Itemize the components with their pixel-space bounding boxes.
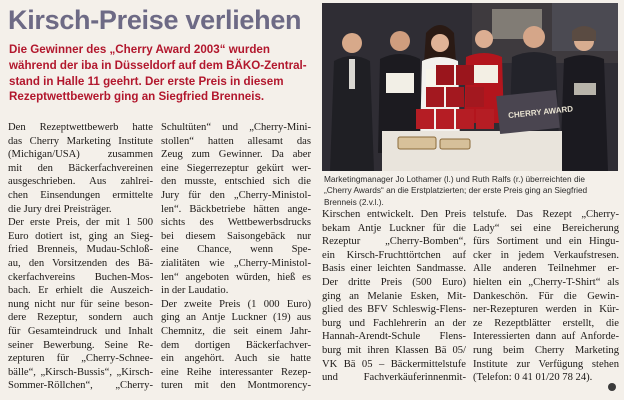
caption-line: Marketingmanager Jo Lothamer (l.) und Ruth Ralfs (r.) überreichten die (324, 174, 586, 184)
text-line: Interessierten dann auf Anforde- (473, 331, 619, 343)
lead-line: Die Gewinner des „Cherry Award 2003“ wurden (9, 43, 270, 56)
text-line: nung nicht nur für seine beson- (8, 298, 153, 310)
text-line: len“. Bäckbetriebe hätten ange- (161, 203, 311, 215)
caption-line: „Cherry Awards“ an die Erstplatzierten; der erste Preis ging an Siegfried (324, 185, 588, 196)
text-line: in der Laudatio. (161, 285, 229, 297)
text-line: turen mit den Montmorency- (161, 380, 311, 392)
text-line: eine Chance, wenn Spe- (161, 244, 311, 256)
text-line: ner-Rezepturen werden in Kür- (473, 304, 619, 316)
lead-paragraph (9, 42, 314, 105)
award-photo-illustration (322, 3, 618, 171)
text-line: au, den Vorsitzenden des Bä- (8, 257, 153, 269)
text-line: Den Rezeptwettbewerb hatte (8, 122, 153, 133)
text-line: Alle anderen Teilnehmer er- (473, 263, 619, 275)
text-line: bei diesem Saisongebäck nur (161, 230, 311, 242)
award-photo (322, 3, 618, 171)
text-line: Chemnitz, die seit einem Jahr- (161, 325, 311, 337)
text-line: stollen“ hatten allesamt das (161, 135, 311, 147)
text-line: telstufe. Das Rezept „Cherry- (473, 209, 619, 220)
text-line: Zeug zum Gewinner. Da aber (161, 149, 311, 161)
text-line: Der zweite Preis (1 000 Euro) (161, 298, 311, 310)
text-line: ze Rezeptblätter erstellt, die (473, 317, 619, 329)
text-line: ckerfachvereins Buchen-Mos- (8, 271, 153, 283)
text-line: sichts des Wettbewerbsdrucks (161, 217, 311, 229)
text-line: zepturen für „Cherry-Schnee- (8, 353, 153, 365)
text-line: Jury für den „Cherry-Ministol- (161, 189, 311, 201)
text-line: Der dritte Preis (500 Euro) (322, 276, 466, 288)
caption-line: Brenneis (2.v.l.). (324, 196, 384, 207)
article-column-4 (473, 208, 619, 385)
text-line: Der erste Preis, der mit 1 500 (8, 217, 153, 229)
text-line: Schultüten“ und „Cherry-Mini- (161, 122, 311, 133)
text-line: mit den Bäckerfachvereinen (8, 162, 153, 174)
text-line: bälle“, „Kirsch-Bussis“, „Kirsch- (8, 366, 153, 378)
lead-line: Rezeptwettbewerb ging an Siegfried Brenneis. (9, 90, 265, 104)
text-line: rung beim Cherry Marketing (473, 344, 619, 356)
text-line: Hannah-Arendt-Schule Flens- (322, 331, 466, 343)
text-line: bach. Er erhielt die Auszeich- (8, 285, 153, 297)
text-line: und Fachverkäuferinnenmit- (322, 372, 466, 384)
text-line: cker in jedem Verkaufstresen. (473, 249, 619, 261)
text-line: den musste, entschied sich die (161, 176, 311, 188)
article-column-3 (322, 208, 466, 385)
text-line: Sommer-Röllchen“, „Cherry- (8, 380, 153, 392)
lead-line: stand in Halle 11 geehrt. Der erste Preis in diesem (9, 74, 284, 88)
text-line: Basis einer leichten Sandmasse. (322, 263, 466, 275)
text-line: ging an Melanie Esken, Mit- (322, 290, 466, 302)
lead-line: während der iba in Düsseldorf auf dem BÄKO-Zentral- (9, 58, 307, 72)
text-line: fried Brenneis, Mudau-Schloß- (8, 244, 153, 256)
text-line: (Michigan/USA) zusammen (8, 149, 153, 161)
end-mark (608, 383, 616, 391)
text-line: Lady“ sei eine Bereicherung (473, 222, 619, 234)
text-line: Kirschen entwickelt. Den Preis (322, 209, 466, 220)
text-line: ausgeschrieben. Aus zahlrei- (8, 176, 153, 188)
text-line: VK Bä 05 – Bäckermittelstufe (322, 358, 466, 370)
text-line: burg mit ihren Klassen Bä 05/ (322, 344, 466, 356)
text-line: dem dortigen Bäckerfachver- (161, 339, 311, 351)
text-line: ging an Antje Luckner (19) aus (161, 312, 311, 324)
text-line: dere Rezeptur, sondern auch (8, 312, 153, 324)
text-line: chen Einsendungen ermittelte (8, 189, 153, 201)
headline: Kirsch-Preise verliehen (8, 5, 302, 35)
text-line: eine Reihe interessanter Rezep- (161, 366, 311, 378)
text-line: fürs Sortiment und ein Hingu- (473, 236, 619, 248)
banner-text: CHERRY AWARD (507, 104, 574, 121)
text-line: für Gesamteindruck und Inhalt (8, 325, 153, 337)
text-line: eine Siegerrezeptur gekürt wer- (161, 162, 311, 174)
text-line: das Cherry Marketing Institute (8, 135, 153, 147)
text-line: (Telefon: 0 41 01/20 78 24). (473, 372, 593, 384)
text-line: burg und Fachlehrerin an der (322, 317, 466, 329)
text-line: ein Kirsch-Fruchttörtchen auf (322, 249, 466, 261)
text-line: Rezeptur „Cherry-Bomben“, (322, 236, 466, 248)
article-column-2 (161, 121, 311, 393)
text-line: bekam Antje Luckner für die (322, 222, 466, 234)
text-line: Institute zur Verfügung stehen (473, 358, 619, 370)
photo-caption (324, 174, 618, 208)
article-column-1 (8, 121, 153, 393)
text-line: seiner Bewerbung. Seine Re- (8, 339, 153, 351)
text-line: hielten ein „Cherry-T-Shirt“ als (473, 276, 619, 288)
text-line: die Jury drei Preisträger. (8, 203, 112, 215)
text-line: zialitäten wie „Cherry-Ministol- (161, 257, 311, 269)
text-line: Euro dotiert ist, ging an Sieg- (8, 230, 153, 242)
text-line: glied des BFV Schleswig-Flens- (322, 304, 466, 316)
text-line: ein angehört. Auch sie hatte (161, 353, 311, 365)
text-line: len“ angeboten würden, hieß es (161, 271, 311, 283)
text-line: Dankeschön. Für die Gewin- (473, 290, 619, 302)
